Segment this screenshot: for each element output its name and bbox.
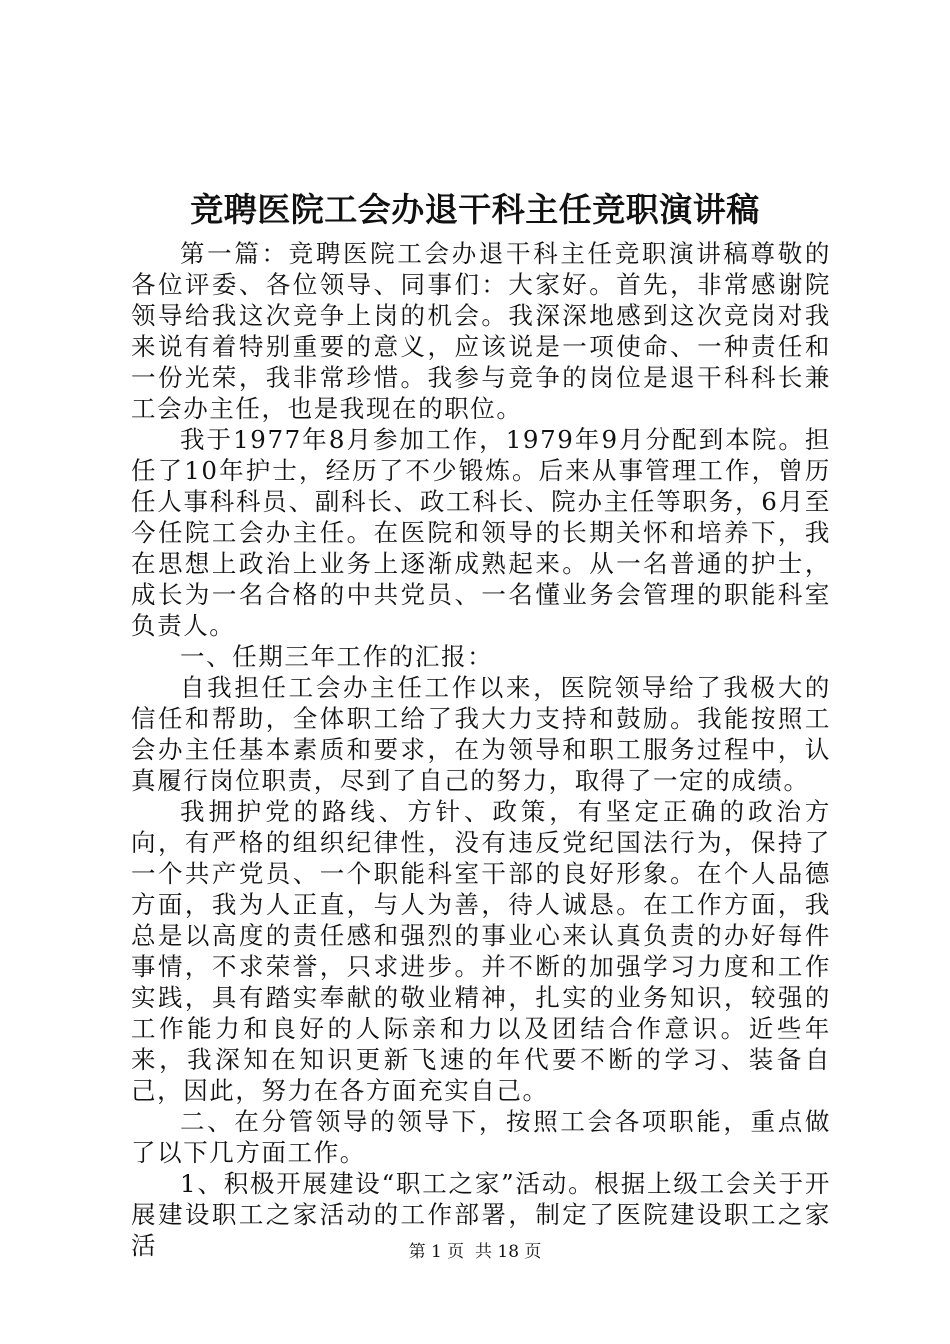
paragraph-intro: 第一篇：竞聘医院工会办退干科主任竞职演讲稿尊敬的各位评委、各位领导、同事们：大家好。首先，非常感谢院领导给我这次竞争上岗的机会。我深深地感到这次竞岗对我来说有着特别重要的意义，应该说是一项使命、一种责任和一份光荣，我非常珍惜。我参与竞争的岗位是退干科科长兼工会办主任，也是我现在的职位。	[131, 239, 831, 423]
document-body	[131, 238, 831, 1261]
section-heading-term-report: 一、任期三年工作的汇报：	[180, 642, 494, 671]
document-title: 竞聘医院工会办退干科主任竞职演讲稿	[190, 190, 760, 229]
paragraph-since-appointment: 自我担任工会办主任工作以来，医院领导给了我极大的信任和帮助，全体职工给了我大力支持和鼓励。我能按照工会办主任基本素质和要求，在为领导和职工服务过程中，认真履行岗位职责，尽到了自己的努力，取得了一定的成绩。	[131, 673, 831, 795]
paragraph-political-stance: 我拥护党的路线、方针、政策，有坚定正确的政治方向，有严格的组织纪律性，没有违反党纪国法行为，保持了一个共产党员、一个职能科室干部的良好形象。在个人品德方面，我为人正直，与人为善，待人诚恳。在工作方面，我总是以高度的责任感和强烈的事业心来认真负责的办好每件事情，不求荣誉，只求进步。并不断的加强学习力度和工作实践，具有踏实奉献的敬业精神，扎实的业务知识，较强的工作能力和良好的人际亲和力以及团结合作意识。近些年来，我深知在知识更新飞速的年代要不断的学习、装备自己，因此，努力在各方面充实自己。	[131, 797, 831, 1105]
page-indicator: 第 1 页 共 18 页	[408, 1242, 542, 1262]
section-heading-key-work: 二、在分管领导的领导下，按照工会各项职能，重点做了以下几方面工作。	[131, 1107, 831, 1167]
paragraph-work-history: 我于1977年8月参加工作，1979年9月分配到本院。担任了10年护士，经历了不少锻炼。后来从事管理工作，曾历任人事科科员、副科长、政工科长、院办主任等职务，6月至今任院工会办主任。在医院和领导的长期关怀和培养下，我在思想上政治上业务上逐渐成熟起来。从一名普通的护士，成长为一名合格的中共党员、一名懂业务会管理的职能科室负责人。	[131, 425, 831, 640]
paragraph-workers-home: 1、积极开展建设“职工之家”活动。根据上级工会关于开展建设职工之家活动的工作部署，制定了医院建设职工之家活	[131, 1169, 831, 1260]
